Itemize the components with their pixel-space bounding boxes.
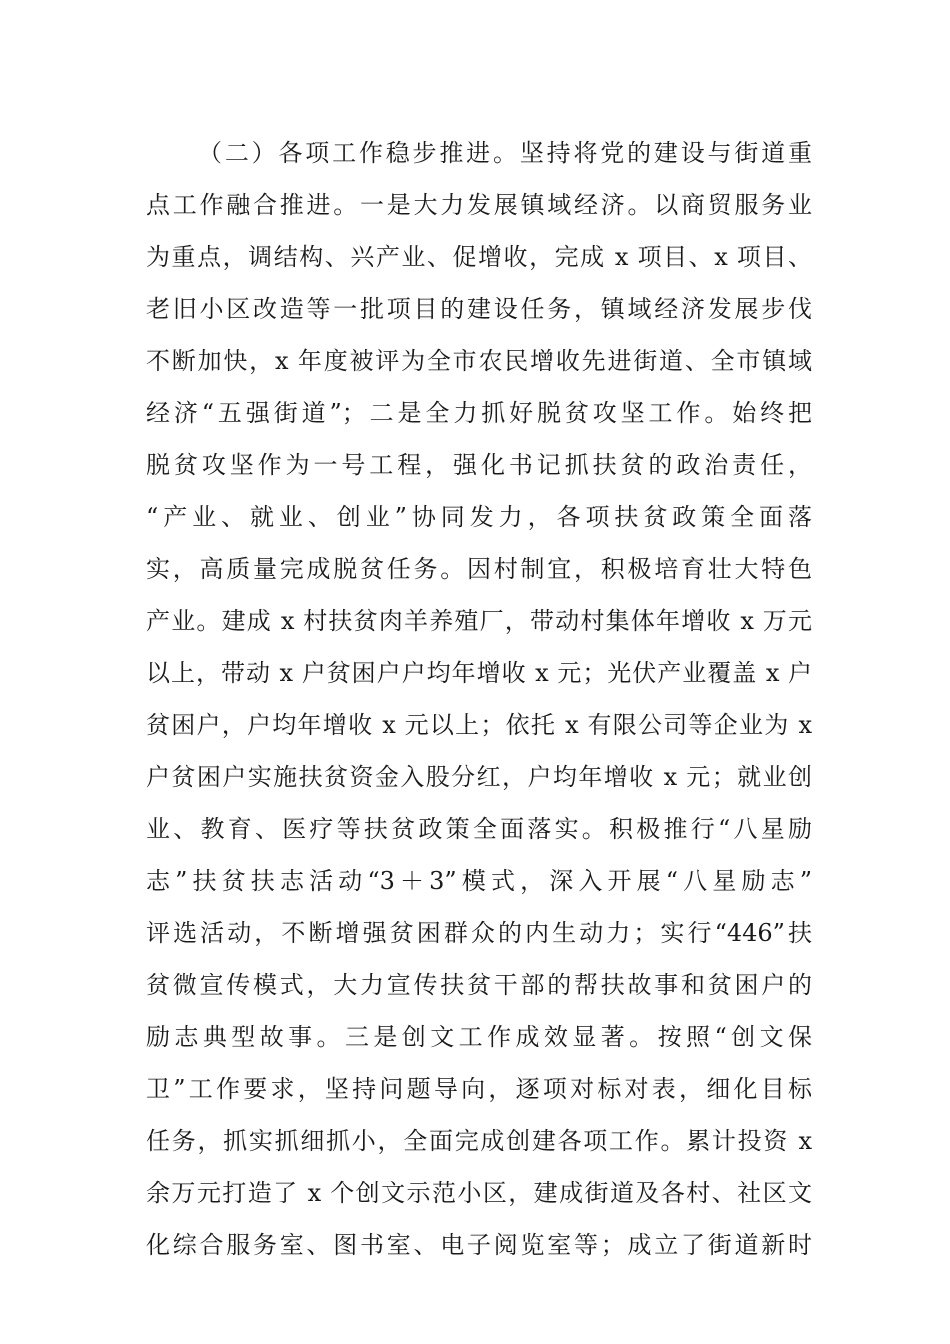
text-line: 不断加快，x 年度被评为全市农民增收先进街道、全市镇域	[146, 347, 812, 375]
text-line: 贫微宣传模式，大力宣传扶贫干部的帮扶故事和贫困户的	[146, 971, 812, 999]
text-line: “产业、就业、创业”协同发力，各项扶贫政策全面落	[146, 503, 812, 531]
text-line: 以上，带动 x 户贫困户户均年增收 x 元；光伏产业覆盖 x 户	[146, 659, 812, 687]
text-line: 化综合服务室、图书室、电子阅览室等；成立了街道新时	[146, 1231, 812, 1259]
text-line: 为重点，调结构、兴产业、促增收，完成 x 项目、x 项目、	[146, 243, 812, 271]
text-line: （二）各项工作稳步推进。坚持将党的建设与街道重	[198, 139, 812, 167]
text-line: 业、教育、医疗等扶贫政策全面落实。积极推行“八星励	[146, 815, 812, 843]
text-line: 志”扶贫扶志活动“3＋3”模式，深入开展“八星励志”	[146, 867, 812, 895]
text-line: 贫困户，户均年增收 x 元以上；依托 x 有限公司等企业为 x	[146, 711, 812, 739]
text-line: 脱贫攻坚作为一号工程，强化书记抓扶贫的政治责任，	[146, 451, 812, 479]
text-line: 卫”工作要求，坚持问题导向，逐项对标对表，细化目标	[146, 1075, 812, 1103]
text-line: 产业。建成 x 村扶贫肉羊养殖厂，带动村集体年增收 x 万元	[146, 607, 812, 635]
text-line: 励志典型故事。三是创文工作成效显著。按照“创文保	[146, 1023, 812, 1051]
text-line: 评选活动，不断增强贫困群众的内生动力；实行“446”扶	[146, 919, 812, 947]
text-line: 老旧小区改造等一批项目的建设任务，镇域经济发展步伐	[146, 295, 812, 323]
text-line: 户贫困户实施扶贫资金入股分红，户均年增收 x 元；就业创	[146, 763, 812, 791]
text-line: 点工作融合推进。一是大力发展镇域经济。以商贸服务业	[146, 191, 812, 219]
body-paragraph	[146, 127, 812, 1271]
text-line: 任务，抓实抓细抓小，全面完成创建各项工作。累计投资 x	[146, 1127, 812, 1155]
text-line: 余万元打造了 x 个创文示范小区，建成街道及各村、社区文	[146, 1179, 812, 1207]
text-line: 经济“五强街道”；二是全力抓好脱贫攻坚工作。始终把	[146, 399, 812, 427]
text-line: 实，高质量完成脱贫任务。因村制宜，积极培育壮大特色	[146, 555, 812, 583]
